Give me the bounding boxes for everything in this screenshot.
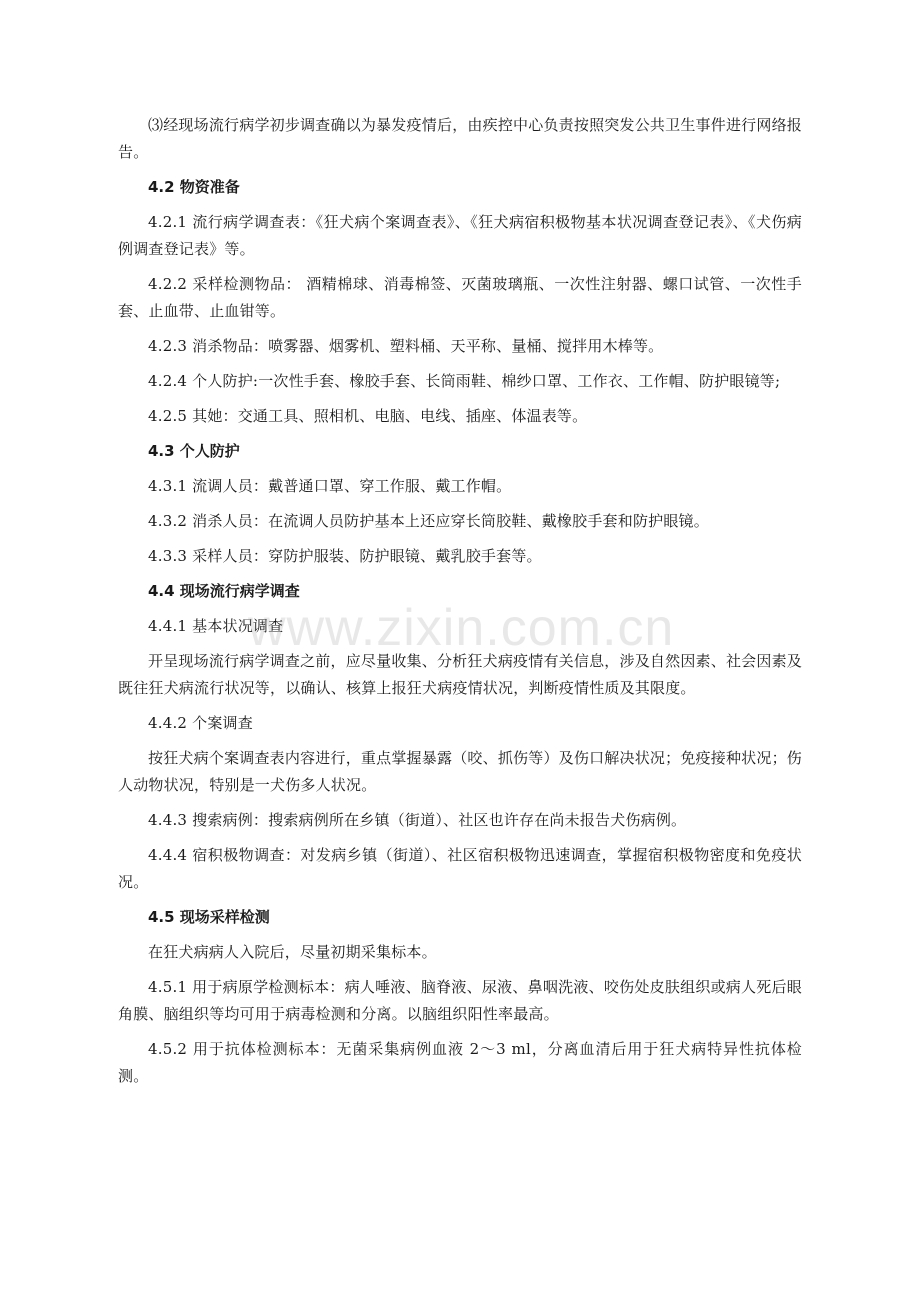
section-heading: 4.3 个人防护 — [148, 442, 240, 460]
paragraph: 4.2.5 其她：交通工具、照相机、电脑、电线、插座、体温表等。 — [148, 407, 588, 425]
watermark: www.zixin.com.cn — [248, 599, 675, 657]
paragraph: 4.4.2 个案调查 — [148, 714, 253, 732]
paragraph: 4.3.1 流调人员：戴普通口罩、穿工作服、戴工作帽。 — [148, 477, 512, 495]
paragraph: 4.2.4 个人防护:一次性手套、橡胶手套、长筒雨鞋、棉纱口罩、工作衣、工作帽、防护眼镜等; — [148, 372, 781, 390]
paragraph: 4.3.3 采样人员：穿防护服装、防护眼镜、戴乳胶手套等。 — [148, 547, 542, 565]
paragraph: 4.5.2 用于抗体检测标本：无菌采集病例血液 2～3 ml，分离血清后用于狂犬病特异性抗体检测。 — [118, 1040, 802, 1085]
paragraph: 按狂犬病个案调查表内容进行，重点掌握暴露（咬、抓伤等）及伤口解决状况；免疫接种状况；伤人动物状况，特别是一犬伤多人状况。 — [118, 749, 802, 794]
paragraph: 4.3.2 消杀人员：在流调人员防护基本上还应穿长筒胶鞋、戴橡胶手套和防护眼镜。 — [148, 512, 709, 530]
paragraph: 4.2.3 消杀物品：喷雾器、烟雾机、塑料桶、天平称、量桶、搅拌用木棒等。 — [148, 337, 664, 355]
section-heading: 4.5 现场采样检测 — [148, 908, 270, 926]
paragraph: ⑶经现场流行病学初步调查确以为暴发疫情后，由疾控中心负责按照突发公共卫生事件进行网络报告。 — [118, 116, 802, 161]
paragraph: 4.2.2 采样检测物品： 酒精棉球、消毒棉签、灭菌玻璃瓶、一次性注射器、螺口试管、一次性手套、止血带、止血钳等。 — [118, 275, 802, 320]
section-heading: 4.2 物资准备 — [148, 178, 240, 196]
paragraph: 在狂犬病病人入院后，尽量初期采集标本。 — [148, 943, 437, 961]
section-heading: 4.4 现场流行病学调查 — [148, 582, 300, 600]
paragraph: 开呈现场流行病学调查之前，应尽量收集、分析狂犬病疫情有关信息，涉及自然因素、社会因素及既往狂犬病流行状况等，以确认、核算上报狂犬病疫情状况，判断疫情性质及其限度。 — [118, 652, 802, 697]
paragraph: 4.4.1 基本状况调查 — [148, 617, 284, 635]
document-body — [118, 112, 802, 1098]
paragraph: 4.2.1 流行病学调查表：《狂犬病个案调查表》、《狂犬病宿积极物基本状况调查登记表》、《犬伤病例调查登记表》等。 — [118, 213, 802, 258]
paragraph: 4.4.4 宿积极物调查：对发病乡镇（街道）、社区宿积极物迅速调查，掌握宿积极物密度和免疫状况。 — [118, 846, 802, 891]
paragraph: 4.5.1 用于病原学检测标本：病人唾液、脑脊液、尿液、鼻咽洗液、咬伤处皮肤组织或病人死后眼角膜、脑组织等均可用于病毒检测和分离。以脑组织阳性率最高。 — [118, 978, 802, 1023]
paragraph: 4.4.3 搜索病例：搜索病例所在乡镇（街道）、社区也许存在尚未报告犬伤病例。 — [148, 811, 687, 829]
